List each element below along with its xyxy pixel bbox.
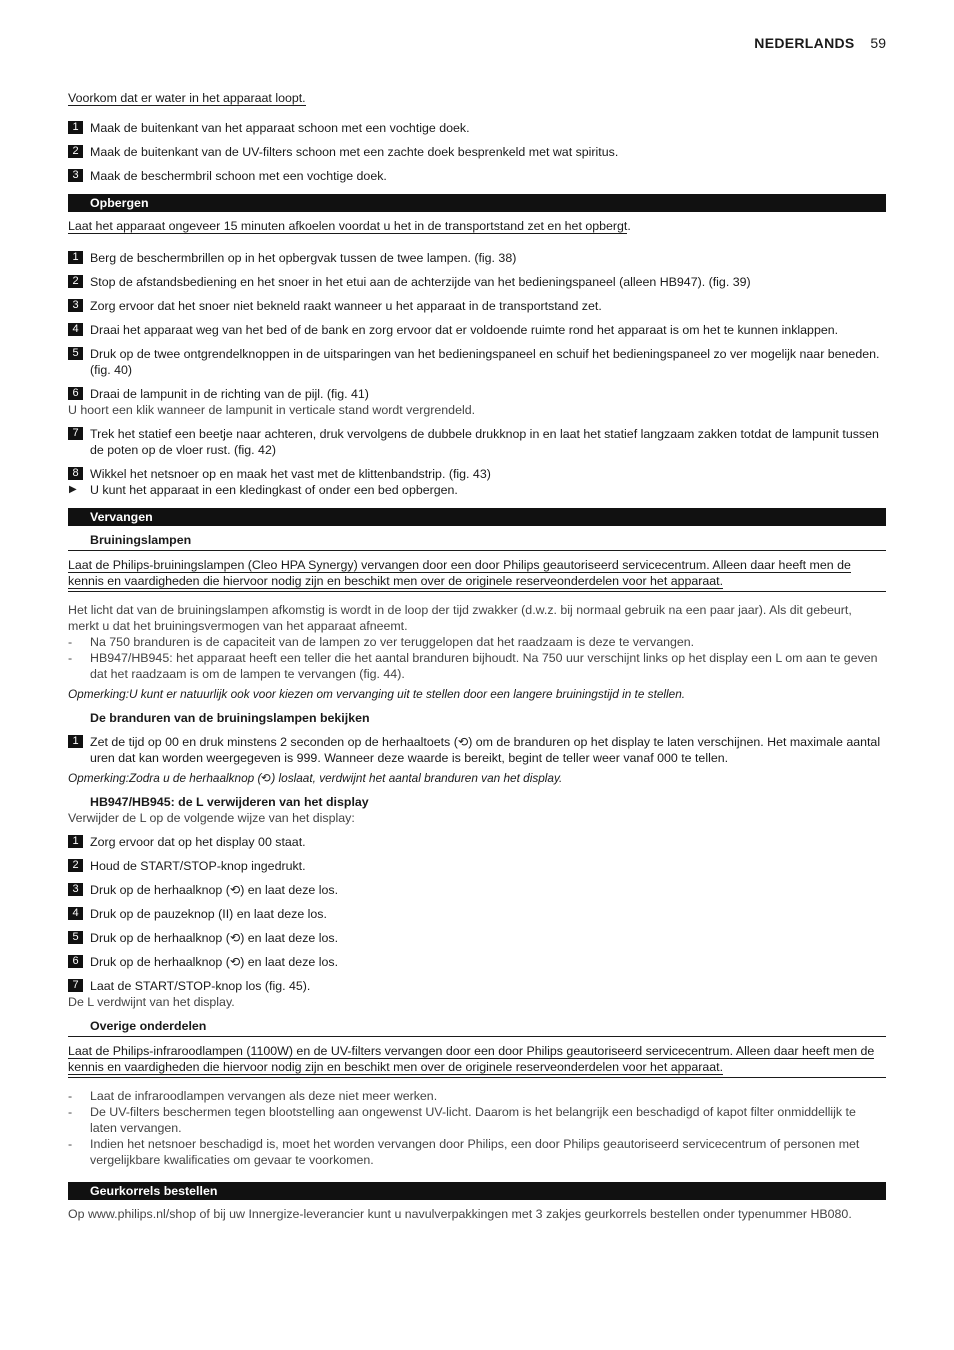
bruiningslampen-warning: Laat de Philips-bruiningslampen (Cleo HPA Synergy) vervangen door een door Philips geautoriseerd servicecentrum. Alleen daar heeft men de kennis en vaardigheden die hiervoor nodig zijn en beschikt men over de originele reserveonderdelen voor het apparaat. [68, 557, 886, 592]
subhead-bruiningslampen: Bruiningslampen [68, 532, 886, 551]
l-step: 4 Druk op de pauzeknop (II) en laat deze los. [68, 906, 886, 922]
step-number: 3 [68, 299, 83, 312]
step-note: U hoort een klik wanneer de lampunit in verticale stand wordt vergrendeld. [68, 403, 476, 417]
l-step: 6 Druk op de herhaalknop (⟲) en laat deze los. [68, 954, 886, 970]
l-step: 7 Laat de START/STOP-knop los (fig. 45). [68, 978, 886, 994]
step-number: 7 [68, 979, 83, 992]
subhead-l-verwijderen: HB947/HB945: de L verwijderen van het display [90, 795, 369, 809]
page-header [754, 35, 886, 51]
step-number: 1 [68, 735, 83, 748]
bullet-item: - Na 750 branduren is de capaciteit van de lampen zo ver teruggelopen dat het raadzaam is deze te vervangen. [68, 634, 886, 650]
step-number: 3 [68, 169, 83, 182]
arrow-icon: ▶ [69, 484, 77, 495]
bullet-item: - Indien het netsnoer beschadigd is, moet het worden vervangen door Philips, een door Philips geautoriseerd servicecentrum of personen met vergelijkbare kwalificaties om gevaar te voorkomen. [68, 1136, 886, 1168]
opbergen-step: 3 Zorg ervoor dat het snoer niet bekneld raakt wanneer u het apparaat in de transportstand zet. [68, 298, 886, 314]
bruiningslampen-body: Het licht dat van de bruiningslampen afkomstig is wordt in de loop der tijd zwakker (d.w.z. bij normaal gebruik na een paar jaar). Als dit gebeurt, merkt u dat het bruiningsvermogen van het apparaat afneemt. [68, 603, 852, 633]
l-step: 5 Druk op de herhaalknop (⟲) en laat deze los. [68, 930, 886, 946]
language-label: NEDERLANDS [754, 35, 855, 51]
step-number: 1 [68, 835, 83, 848]
step-number: 5 [68, 931, 83, 944]
step-number: 6 [68, 955, 83, 968]
section-vervangen: Vervangen [68, 508, 886, 526]
page-number: 59 [870, 35, 886, 51]
overige-warning: Laat de Philips-infraroodlampen (1100W) en de UV-filters vervangen door een door Philips geautoriseerd servicecentrum. Alleen daar heeft men de kennis en vaardigheden die hiervoor nodig zijn en beschikt men over de originele reserveonderdelen voor het apparaat. [68, 1043, 886, 1078]
page-content [68, 90, 886, 1222]
l-step: 2 Houd de START/STOP-knop ingedrukt. [68, 858, 886, 874]
step-number: 2 [68, 859, 83, 872]
cleaning-step: 3 Maak de beschermbril schoon met een vochtige doek. [68, 168, 886, 184]
step-number: 3 [68, 883, 83, 896]
l-step: 3 Druk op de herhaalknop (⟲) en laat deze los. [68, 882, 886, 898]
bullet-item: - Laat de infraroodlampen vervangen als deze niet meer werken. [68, 1088, 886, 1104]
note: Opmerking:U kunt er natuurlijk ook voor kiezen om vervanging uit te stellen door een langere bruiningstijd in te stellen. [68, 687, 686, 701]
opbergen-step: 7 Trek het statief een beetje naar achteren, druk vervolgens de dubbele drukknop in en laat het statief langzaam zakken totdat de lampunit tussen de poten op de vloer rust. (fig. 42) [68, 426, 886, 458]
section-geurkorrels: Geurkorrels bestellen [68, 1182, 886, 1200]
l-verwijderen-intro: Verwijder de L op de volgende wijze van het display: [68, 811, 355, 825]
step-number: 1 [68, 121, 83, 134]
bullet-item: - De UV-filters beschermen tegen blootstelling aan ongewenst UV-licht. Daarom is het belangrijk een beschadigd of kapot filter onmiddellijk te laten vervangen. [68, 1104, 886, 1136]
cleaning-step: 1 Maak de buitenkant van het apparaat schoon met een vochtige doek. [68, 120, 886, 136]
step-number: 5 [68, 347, 83, 360]
step-number: 6 [68, 387, 83, 400]
intro-warning: Voorkom dat er water in het apparaat loopt. [68, 91, 306, 105]
opbergen-step: 8 Wikkel het netsnoer op en maak het vast met de klittenbandstrip. (fig. 43) [68, 466, 886, 482]
geurkorrels-body: Op www.philips.nl/shop of bij uw Innergize-leverancier kunt u navulverpakkingen met 3 zakjes geurkorrels bestellen onder typenummer HB080. [68, 1207, 852, 1221]
step-number: 1 [68, 251, 83, 264]
l-verwijderen-result: De L verdwijnt van het display. [68, 995, 235, 1009]
result-item: ▶ U kunt het apparaat in een kledingkast of onder een bed opbergen. [69, 483, 458, 497]
opbergen-step: 1 Berg de beschermbrillen op in het opbergvak tussen de twee lampen. (fig. 38) [68, 250, 886, 266]
step-number: 4 [68, 323, 83, 336]
opbergen-warning: Laat het apparaat ongeveer 15 minuten afkoelen voordat u het in de transportstand zet en het opbergt. [68, 219, 631, 233]
step-number: 8 [68, 467, 83, 480]
cleaning-step: 2 Maak de buitenkant van de UV-filters schoon met een zachte doek besprenkeld met wat spiritus. [68, 144, 886, 160]
step-number: 4 [68, 907, 83, 920]
section-opbergen: Opbergen [68, 194, 886, 212]
branduren-step: 1 Zet de tijd op 00 en druk minstens 2 seconden op de herhaaltoets (⟲) om de branduren op het display te laten verschijnen. Het maximale aantal uren dat kan worden weergegeven is 999. Wanneer deze waarde is bereikt, begint de teller weer vanaf 000 te tellen. [68, 734, 886, 766]
subhead-branduren: De branduren van de bruiningslampen bekijken [90, 711, 370, 725]
opbergen-step: 4 Draai het apparaat weg van het bed of de bank en zorg ervoor dat er voldoende ruimte rond het apparaat is om het te kunnen inklappen. [68, 322, 886, 338]
note: Opmerking:Zodra u de herhaalknop (⟲) loslaat, verdwijnt het aantal branduren van het display. [68, 771, 563, 785]
opbergen-step: 5 Druk op de twee ontgrendelknoppen in de uitsparingen van het bedieningspaneel en schuif het bedieningspaneel zo ver mogelijk naar beneden. (fig. 40) [68, 346, 886, 378]
subhead-overige: Overige onderdelen [68, 1018, 886, 1037]
bullet-item: - HB947/HB945: het apparaat heeft een teller die het aantal branduren bijhoudt. Na 750 uur verschijnt links op het display een L om aan te geven dat het raadzaam is om de lampen te vervangen (fig. 44). [68, 650, 886, 682]
opbergen-step: 2 Stop de afstandsbediening en het snoer in het etui aan de achterzijde van het bedieningspaneel (alleen HB947). (fig. 39) [68, 274, 886, 290]
step-number: 2 [68, 145, 83, 158]
opbergen-step: 6 Draai de lampunit in de richting van de pijl. (fig. 41) [68, 386, 886, 402]
step-number: 2 [68, 275, 83, 288]
step-number: 7 [68, 427, 83, 440]
l-step: 1 Zorg ervoor dat op het display 00 staat. [68, 834, 886, 850]
